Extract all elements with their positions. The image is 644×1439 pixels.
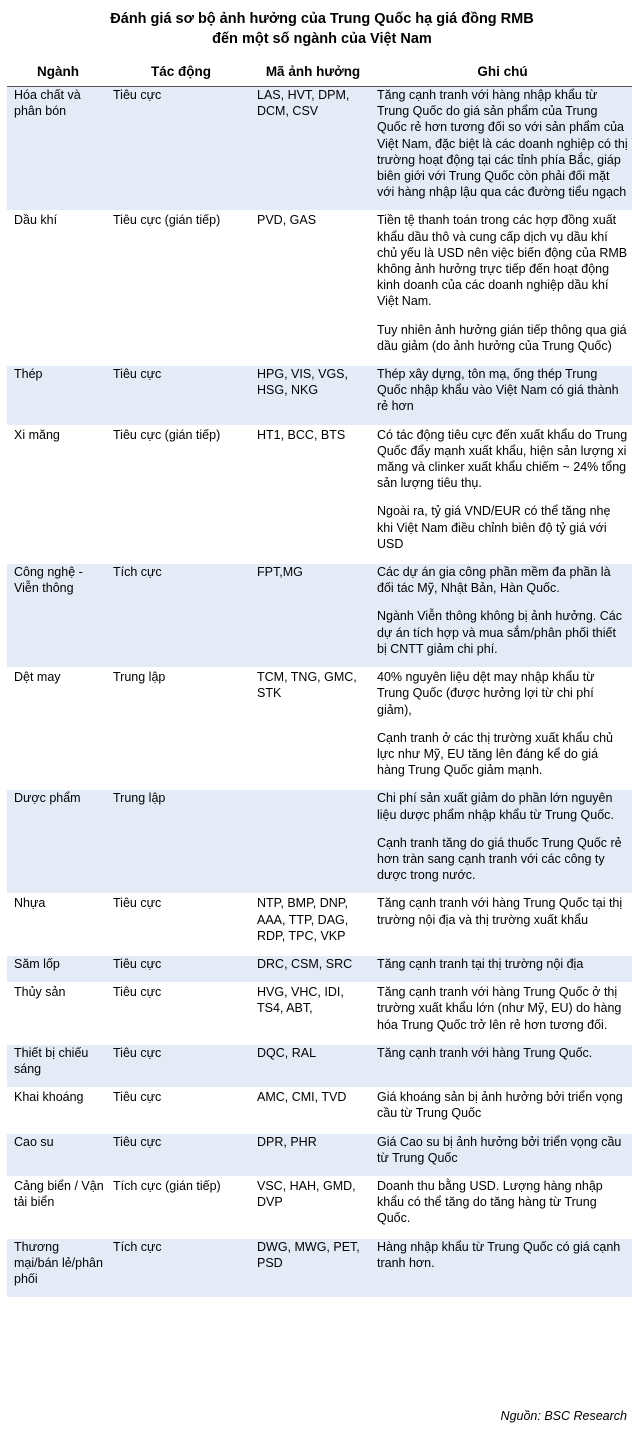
impact-cell: Tiêu cực [109, 1044, 253, 1088]
notes-cell [373, 365, 632, 426]
impact-cell: Tích cực [109, 1238, 253, 1298]
sector-cell: Hóa chất và phân bón [7, 87, 109, 212]
tickers-cell: PVD, GAS [253, 211, 373, 365]
note-paragraph: Cạnh tranh ở các thị trường xuất khẩu chủ lực như Mỹ, EU tăng lên đáng kể do giá hàng Trung Quốc giảm mạnh. [377, 730, 613, 778]
table-row [7, 1088, 632, 1132]
impact-cell: Tiêu cực (gián tiếp) [109, 426, 253, 563]
note-paragraph: Hàng nhập khẩu từ Trung Quốc có giá cạnh tranh hơn. [377, 1239, 621, 1270]
notes-cell [373, 668, 632, 789]
sector-cell: Thiết bị chiếu sáng [7, 1044, 109, 1088]
impact-cell: Tiêu cực [109, 894, 253, 955]
sector-cell: Nhựa [7, 894, 109, 955]
tickers-cell: DWG, MWG, PET, PSD [253, 1238, 373, 1298]
note-paragraph: Doanh thu bằng USD. Lượng hàng nhập khẩu có thể tăng do tăng hàng từ Trung Quốc. [377, 1178, 603, 1226]
tickers-cell: VSC, HAH, GMD, DVP [253, 1177, 373, 1238]
note-paragraph: Giá Cao su bị ảnh hưởng bởi triển vọng cầu từ Trung Quốc [377, 1134, 622, 1165]
notes-cell [373, 894, 632, 955]
tickers-cell: DPR, PHR [253, 1133, 373, 1177]
sector-cell: Khai khoáng [7, 1088, 109, 1132]
table-row [7, 1177, 632, 1238]
impact-table [7, 58, 632, 1297]
header-notes: Ghi chú [373, 58, 632, 87]
tickers-cell: TCM, TNG, GMC, STK [253, 668, 373, 789]
notes-cell [373, 1177, 632, 1238]
impact-cell: Trung lập [109, 789, 253, 894]
impact-cell: Tiêu cực [109, 365, 253, 426]
notes-cell [373, 1088, 632, 1132]
title-line-1: Đánh giá sơ bộ ảnh hưởng của Trung Quốc hạ giá đồng RMB [110, 11, 534, 27]
tickers-cell: DQC, RAL [253, 1044, 373, 1088]
tickers-cell: LAS, HVT, DPM, DCM, CSV [253, 87, 373, 212]
sector-cell: Xi măng [7, 426, 109, 563]
header-row [7, 58, 632, 87]
note-paragraph: 40% nguyên liệu dệt may nhập khẩu từ Trung Quốc (được hưởng lợi từ chi phí giảm), [377, 670, 595, 717]
notes-cell [373, 1044, 632, 1088]
impact-cell: Tiêu cực (gián tiếp) [109, 211, 253, 365]
sector-cell: Công nghệ - Viễn thông [7, 563, 109, 668]
note-paragraph: Cạnh tranh tăng do giá thuốc Trung Quốc rẻ hơn tràn sang cạnh tranh với các công ty dược trong nước. [377, 835, 622, 883]
sector-cell: Thương mại/bán lẻ/phân phối [7, 1238, 109, 1298]
note-paragraph: Tuy nhiên ảnh hưởng gián tiếp thông qua giá dầu giảm (do ảnh hưởng của Trung Quốc) [377, 322, 627, 353]
notes-cell [373, 1133, 632, 1177]
table-body [7, 87, 632, 1298]
sector-cell: Dược phẩm [7, 789, 109, 894]
note-paragraph: Tăng cạnh tranh với hàng Trung Quốc ở thị trường xuất khẩu lớn (như Mỹ, EU) do hàng hóa Trung Quốc trở lên rẻ hơn tương đối. [377, 985, 622, 1032]
notes-cell [373, 983, 632, 1044]
impact-cell: Tiêu cực [109, 1088, 253, 1132]
tickers-cell: AMC, CMI, TVD [253, 1088, 373, 1132]
notes-cell [373, 563, 632, 668]
tickers-cell: DRC, CSM, SRC [253, 955, 373, 983]
tickers-cell: HVG, VHC, IDI, TS4, ABT, [253, 983, 373, 1044]
impact-cell: Tiêu cực [109, 955, 253, 983]
notes-cell [373, 1238, 632, 1298]
tickers-cell: FPT,MG [253, 563, 373, 668]
notes-cell [373, 87, 632, 212]
sector-cell: Cao su [7, 1133, 109, 1177]
note-paragraph: Giá khoáng sản bị ảnh hưởng bởi triển vọng cầu từ Trung Quốc [377, 1090, 623, 1121]
tickers-cell: HT1, BCC, BTS [253, 426, 373, 563]
note-paragraph: Tăng cạnh tranh với hàng Trung Quốc tại thị trường nội địa và thị trường xuất khẩu [377, 896, 623, 927]
note-paragraph: Có tác động tiêu cực đến xuất khẩu do Trung Quốc đẩy mạnh xuất khẩu, hiện sản lượng xi măng và clinker xuất khẩu chiếm ~ 24% tổng sản lượng tiêu thụ. [377, 427, 628, 491]
header-impact: Tác động [109, 58, 253, 87]
table-row [7, 983, 632, 1044]
impact-cell: Tích cực (gián tiếp) [109, 1177, 253, 1238]
sector-cell: Cảng biển / Vận tải biển [7, 1177, 109, 1238]
impact-cell: Tiêu cực [109, 87, 253, 212]
impact-cell: Tích cực [109, 563, 253, 668]
notes-cell [373, 211, 632, 365]
table-row [7, 426, 632, 563]
header-sector: Ngành [7, 58, 109, 87]
table-row [7, 894, 632, 955]
note-paragraph: Chi phí sản xuất giảm do phần lớn nguyên liệu dược phẩm nhập khẩu từ Trung Quốc. [377, 791, 614, 822]
impact-cell: Tiêu cực [109, 983, 253, 1044]
note-paragraph: Tăng cạnh tranh tại thị trường nội địa [377, 956, 584, 971]
note-paragraph: Tăng cạnh tranh với hàng Trung Quốc. [377, 1045, 593, 1060]
sector-cell: Dệt may [7, 668, 109, 789]
sector-cell: Thép [7, 365, 109, 426]
notes-cell [373, 955, 632, 983]
tickers-cell: NTP, BMP, DNP, AAA, TTP, DAG, RDP, TPC, VKP [253, 894, 373, 955]
sector-cell: Dầu khí [7, 211, 109, 365]
header-tickers: Mã ảnh hưởng [253, 58, 373, 87]
impact-cell: Trung lập [109, 668, 253, 789]
title-line-2: đến một số ngành của Việt Nam [212, 31, 432, 47]
note-paragraph: Ngành Viễn thông không bị ảnh hưởng. Các dự án tích hợp và mua sắm/phân phối thiết bị CNTT giảm chi phí. [377, 609, 622, 656]
note-paragraph: Các dự án gia công phần mềm đa phần là đối tác Mỹ, Nhật Bản, Hàn Quốc. [377, 565, 611, 596]
table-row [7, 87, 632, 212]
table-row [7, 789, 632, 894]
table-row [7, 1044, 632, 1088]
page-title [0, 9, 644, 49]
table-row [7, 211, 632, 365]
source-note: Nguồn: BSC Research [500, 1409, 627, 1423]
sector-cell: Săm lốp [7, 955, 109, 983]
tickers-cell [253, 789, 373, 894]
table-row [7, 955, 632, 983]
table-row [7, 668, 632, 789]
note-paragraph: Thép xây dựng, tôn mạ, ống thép Trung Quốc nhập khẩu vào Việt Nam có giá thành rẻ hơn [377, 367, 619, 414]
table-row [7, 1133, 632, 1177]
sector-cell: Thủy sản [7, 983, 109, 1044]
impact-cell: Tiêu cực [109, 1133, 253, 1177]
table-row [7, 563, 632, 668]
tickers-cell: HPG, VIS, VGS, HSG, NKG [253, 365, 373, 426]
table-header [7, 58, 632, 87]
notes-cell [373, 426, 632, 563]
table-row [7, 365, 632, 426]
notes-cell [373, 789, 632, 894]
note-paragraph: Tiền tệ thanh toán trong các hợp đồng xuất khẩu dầu thô và cung cấp dịch vụ dầu khí chủ yếu là USD nên việc biến động của RMB không ảnh hưởng trực tiếp đến hoạt động kinh doanh của các doanh nghiệp dầu khí Việt Nam. [377, 213, 628, 309]
table-row [7, 1238, 632, 1298]
note-paragraph: Ngoài ra, tỷ giá VND/EUR có thể tăng nhẹ khi Việt Nam điều chỉnh biên độ tỷ giá với USD [377, 504, 611, 551]
note-paragraph: Tăng cạnh tranh với hàng nhập khẩu từ Trung Quốc do giá sản phẩm của Trung Quốc rẻ hơn tương đối so với sản phẩm của Việt Nam, đặc biệt là các doanh nghiệp có thị trường hoạt động tại các tỉnh phía Bắc, giáp biên giới với Trung Quốc còn phải đối mặt với hàng nhập lậu qua các đường tiểu ngạch [377, 88, 628, 200]
